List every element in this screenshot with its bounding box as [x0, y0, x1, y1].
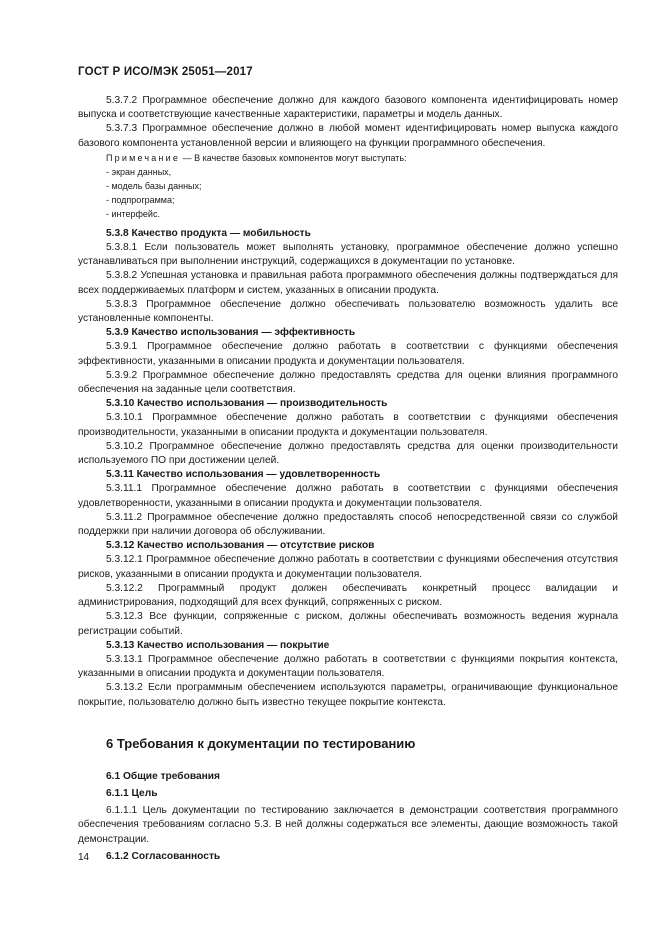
paragraph-5-3-10-1: 5.3.10.1 Программное обеспечение должно работать в соответствии с функциями обеспечения производительности, указанными в описании продукта и документации пользователя. — [78, 412, 618, 438]
document-header: ГОСТ Р ИСО/МЭК 25051—2017 — [78, 66, 253, 78]
note-item: - модель базы данных; — [106, 180, 202, 191]
heading-5-3-8: 5.3.8 Качество продукта — мобильность — [106, 227, 311, 239]
note-label: Примечание — [106, 152, 181, 163]
heading-5-3-11: 5.3.11 Качество использования — удовлетворенность — [106, 469, 381, 481]
paragraph-6-1-1-1: 6.1.1.1 Цель документации по тестированию заключается в демонстрации соответствия программного обеспечения требованиям согласно 5.3. В ней должны содержаться все элементы, дающие возможность такой демонстрации. — [78, 805, 618, 845]
note-item: - интерфейс. — [106, 208, 160, 219]
paragraph-5-3-12-1: 5.3.12.1 Программное обеспечение должно работать в соответствии с функциями обеспечения отсутствия рисков, указанными в описании продукта и документации пользователя. — [78, 554, 618, 580]
page-number: 14 — [78, 852, 90, 863]
paragraph-5-3-11-2: 5.3.11.2 Программное обеспечение должно предоставлять способ непосредственной связи со службой поддержки при наличии договора об обслуживании. — [78, 511, 618, 538]
note-item: - подпрограмма; — [106, 194, 175, 205]
paragraph-5-3-9-2: 5.3.9.2 Программное обеспечение должно предоставлять средства для оценки влияния программного обеспечения на заданные цели соответствия. — [78, 369, 618, 396]
note-item: - экран данных, — [106, 166, 172, 177]
heading-5-3-13: 5.3.13 Качество использования — покрытие — [106, 639, 330, 651]
paragraph-5-3-12-2: 5.3.12.2 Программный продукт должен обеспечивать конкретный процесс валидации и администрирования, подходящий для всех функций, сопряженных с риском. — [78, 582, 618, 609]
paragraph-5-3-13-2: 5.3.13.2 Если программным обеспечением используются параметры, ограничивающие функциональное покрытие, пользователю должно быть известно текущее покрытие контекста. — [78, 682, 618, 708]
paragraph-5-3-10-2: 5.3.10.2 Программное обеспечение должно предоставлять средства для оценки производительности используемого ПО при достижении целей. — [78, 440, 618, 467]
note — [78, 151, 618, 165]
note-text: — В качестве базовых компонентов могут выступать: — [180, 152, 407, 163]
paragraph-5-3-8-2: 5.3.8.2 Успешная установка и правильная работа программного обеспечения должны подтверждаться для всех поддерживаемых платформ и систем, указанных в описании продукта. — [78, 270, 618, 296]
heading-6-1: 6.1 Общие требования — [106, 770, 220, 782]
paragraph-5-3-13-1: 5.3.13.1 Программное обеспечение должно работать в соответствии с функциями покрытия контекста, указанными в описании продукта и документации пользователя. — [78, 653, 618, 680]
paragraph-5-3-11-1: 5.3.11.1 Программное обеспечение должно работать в соответствии с функциями обеспечения удовлетворенности, указанными в описании продукта и документации пользователя. — [78, 483, 618, 509]
section-6-heading: 6 Требования к документации по тестированию — [106, 735, 416, 751]
heading-6-1-1: 6.1.1 Цель — [106, 787, 158, 799]
paragraph-5-3-7-3: 5.3.7.3 Программное обеспечение должно в любой момент идентифицировать номер выпуска каждого базового компонента установленной версии и влияющего на функции программного обеспечения. — [78, 123, 618, 149]
heading-5-3-12: 5.3.12 Качество использования — отсутствие рисков — [106, 540, 375, 552]
paragraph-5-3-8-3: 5.3.8.3 Программное обеспечение должно обеспечивать пользователю возможность удалить все установленные компоненты. — [78, 298, 618, 325]
heading-6-1-2: 6.1.2 Согласованность — [106, 850, 221, 862]
paragraph-5-3-12-3: 5.3.12.3 Все функции, сопряженные с риском, должны обеспечивать возможность ведения журнала регистрации событий. — [78, 611, 618, 637]
heading-5-3-9: 5.3.9 Качество использования — эффективность — [106, 327, 356, 339]
heading-5-3-10: 5.3.10 Качество использования — производительность — [106, 398, 388, 410]
paragraph-5-3-9-1: 5.3.9.1 Программное обеспечение должно работать в соответствии с функциями обеспечения эффективности, указанными в описании продукта и документации пользователя. — [78, 341, 618, 367]
paragraph-5-3-8-1: 5.3.8.1 Если пользователь может выполнять установку, программное обеспечение должно успешно устанавливаться при выполнении инструкций, содержащихся в документации по установке. — [78, 242, 618, 268]
document-body — [78, 94, 618, 867]
paragraph-5-3-7-2: 5.3.7.2 Программное обеспечение должно для каждого базового компонента идентифицировать номер выпуска и соответствующие качественные характеристики, параметры и модель данных. — [78, 95, 618, 121]
